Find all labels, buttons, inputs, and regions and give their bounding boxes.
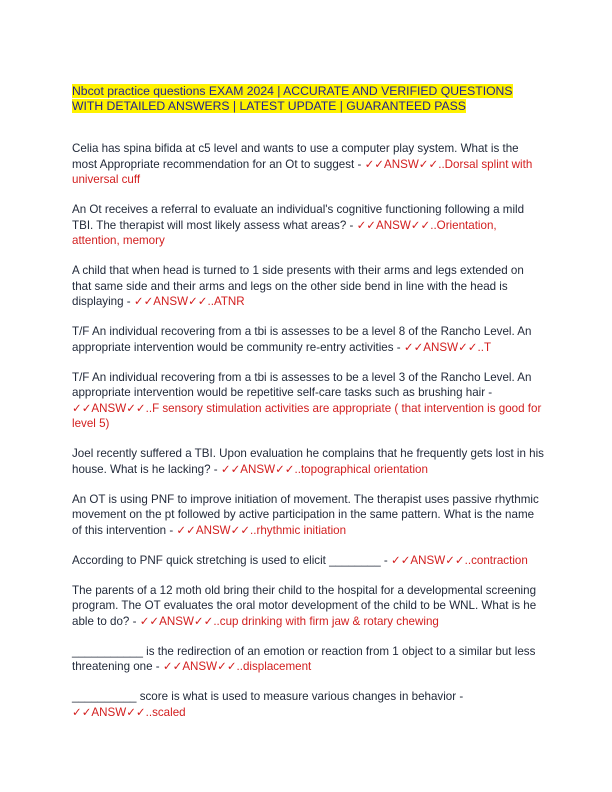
question-text: A child that when head is turned to 1 side presents with their arms and legs extended on that same side and their arms and legs on the other side bend in line with the head is displaying - <box>72 264 524 308</box>
qa-item <box>72 324 544 355</box>
document-title <box>72 84 542 114</box>
qa-item <box>72 583 544 630</box>
answer-text: ✓✓ANSW✓✓..Dorsal splint with universal cuff <box>72 157 533 186</box>
answer-text: ✓✓ANSW✓✓..scaled <box>72 705 186 719</box>
title-highlighted-prefix: Nbcot practice questions <box>72 84 206 98</box>
answer-text: ✓✓ANSW✓✓..F sensory stimulation activities are appropriate ( that intervention is good for level 5) <box>72 401 542 430</box>
qa-item <box>72 553 544 569</box>
question-text: __________ score is what is used to measure various changes in behavior - <box>72 690 464 703</box>
question-text: T/F An individual recovering from a tbi is assesses to be a level 3 of the Rancho Level. An appropriate intervention would be repetitive self-care tasks such as brushing hair - <box>72 370 532 399</box>
answer-text: ✓✓ANSW✓✓..topographical orientation <box>220 462 428 476</box>
qa-item <box>72 263 544 310</box>
qa-item <box>72 689 544 720</box>
title-rest: EXAM 2024 | ACCURATE AND VERIFIED QUESTIONS WITH DETAILED ANSWERS | LATEST UPDATE | GUARANTEED PASS <box>72 84 513 113</box>
answer-text: ✓✓ANSW✓✓..T <box>403 340 492 354</box>
question-text: ___________ is the redirection of an emotion or reaction from 1 object to a similar but less threatening one - <box>72 644 536 673</box>
qa-item <box>72 492 544 539</box>
question-text: According to PNF quick stretching is used to elicit ________ - <box>72 553 391 567</box>
qa-item <box>72 446 544 477</box>
answer-text: ✓✓ANSW✓✓..displacement <box>162 660 312 673</box>
answer-text: ✓✓ANSW✓✓..rhythmic initiation <box>176 523 347 537</box>
question-text: An Ot receives a referral to evaluate an individual's cognitive functioning following a mild TBI. The therapist will most likely assess what areas? - <box>72 203 525 232</box>
qa-item <box>72 644 544 675</box>
answer-text: ✓✓ANSW✓✓..Orientation, attention, memory <box>72 218 497 247</box>
answer-text: ✓✓ANSW✓✓..contraction <box>391 553 528 567</box>
question-text: T/F An individual recovering from a tbi is assesses to be a level 8 of the Rancho Level. An appropriate intervention would be community re-entry activities - <box>72 325 532 354</box>
answer-text: ✓✓ANSW✓✓..cup drinking with firm jaw & rotary chewing <box>139 614 439 628</box>
qa-list <box>72 141 544 735</box>
answer-text: ✓✓ANSW✓✓..ATNR <box>133 295 245 308</box>
qa-item <box>72 141 544 188</box>
qa-item <box>72 202 544 249</box>
question-text: Joel recently suffered a TBI. Upon evaluation he complains that he frequently gets lost in his house. What is he lacking? - <box>72 447 544 476</box>
question-text: The parents of a 12 moth old bring their child to the hospital for a developmental screening program. The OT evaluates the oral motor development of the child to be WNL. What is he able to do? - <box>72 583 537 628</box>
question-text: Celia has spina bifida at c5 level and wants to use a computer play system. What is the most Appropriate recommendation for an Ot to suggest - <box>72 142 519 171</box>
question-text: An OT is using PNF to improve initiation of movement. The therapist uses passive rhythmic movement on the pt followed by active participation in the same pattern. What is the name of this intervention - <box>72 492 539 537</box>
qa-item <box>72 370 544 432</box>
